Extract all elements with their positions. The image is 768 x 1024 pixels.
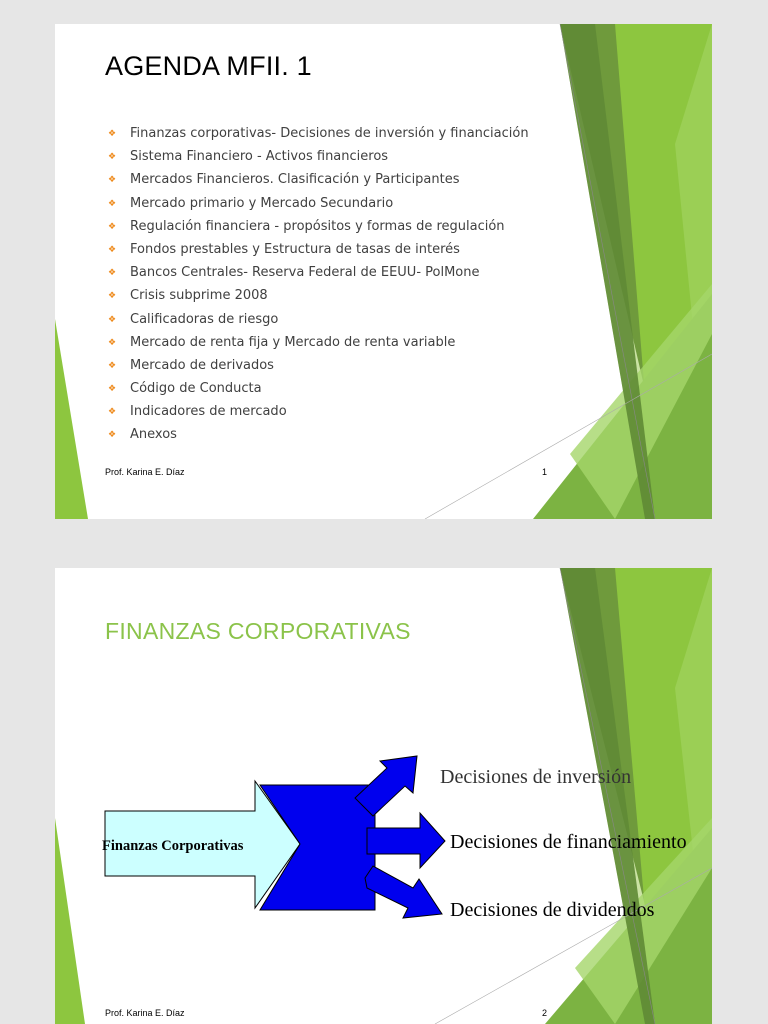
bullet-icon: ❖ bbox=[108, 407, 117, 418]
target-label-dividends: Decisiones de dividendos bbox=[450, 899, 655, 921]
slide-title: AGENDA MFII. 1 bbox=[105, 51, 312, 81]
slide-2 bbox=[55, 568, 712, 1024]
bullet-icon: ❖ bbox=[108, 291, 117, 302]
list-item: ❖ Anexos bbox=[105, 425, 529, 448]
list-item: ❖ Regulación financiera - propósitos y formas de regulación bbox=[105, 217, 529, 240]
list-item: ❖ Mercados Financieros. Clasificación y Participantes bbox=[105, 170, 529, 193]
list-item: ❖ Código de Conducta bbox=[105, 379, 529, 402]
bullet-icon: ❖ bbox=[108, 244, 117, 255]
footer-author: Prof. Karina E. Díaz bbox=[105, 467, 185, 477]
page-number: 1 bbox=[542, 467, 548, 477]
list-item: ❖ Mercado de renta fija y Mercado de renta variable bbox=[105, 333, 529, 356]
finance-decisions-diagram bbox=[55, 738, 712, 938]
page-number: 2 bbox=[542, 1008, 548, 1018]
arrow-middle bbox=[367, 813, 445, 868]
list-item: ❖ Indicadores de mercado bbox=[105, 402, 529, 425]
bullet-icon: ❖ bbox=[108, 129, 117, 139]
bullet-icon: ❖ bbox=[108, 337, 117, 348]
list-item: ❖ Crisis subprime 2008 bbox=[105, 286, 529, 309]
bullet-icon: ❖ bbox=[108, 360, 117, 371]
bullet-icon: ❖ bbox=[108, 314, 117, 325]
arrow-down bbox=[365, 866, 442, 918]
target-label-financing: Decisiones de financiamiento bbox=[450, 831, 687, 853]
bullet-icon: ❖ bbox=[108, 152, 117, 163]
list-item: ❖ Mercado primario y Mercado Secundario bbox=[105, 194, 529, 217]
list-item: ❖ Sistema Financiero - Activos financieros bbox=[105, 147, 529, 170]
footer-author: Prof. Karina E. Díaz bbox=[105, 1008, 185, 1018]
bullet-icon: ❖ bbox=[108, 430, 117, 441]
target-label-investment: Decisiones de inversión bbox=[440, 766, 632, 788]
slide-title: FINANZAS CORPORATIVAS bbox=[105, 618, 411, 644]
list-item: ❖ Bancos Centrales- Reserva Federal de EEUU- PolMone bbox=[105, 263, 529, 286]
agenda-list bbox=[105, 124, 529, 449]
bullet-icon: ❖ bbox=[108, 384, 117, 395]
list-item: ❖ Mercado de derivados bbox=[105, 356, 529, 379]
bullet-icon: ❖ bbox=[108, 198, 117, 209]
bullet-icon: ❖ bbox=[108, 268, 117, 279]
list-item: ❖ Fondos prestables y Estructura de tasas de interés bbox=[105, 240, 529, 263]
list-item: ❖ Calificadoras de riesgo bbox=[105, 310, 529, 333]
bullet-icon: ❖ bbox=[108, 175, 117, 186]
source-label: Finanzas Corporativas bbox=[102, 838, 244, 854]
bullet-icon: ❖ bbox=[108, 221, 117, 232]
list-item: ❖ Finanzas corporativas- Decisiones de inversión y financiación bbox=[105, 124, 529, 147]
slide-1 bbox=[55, 24, 712, 519]
